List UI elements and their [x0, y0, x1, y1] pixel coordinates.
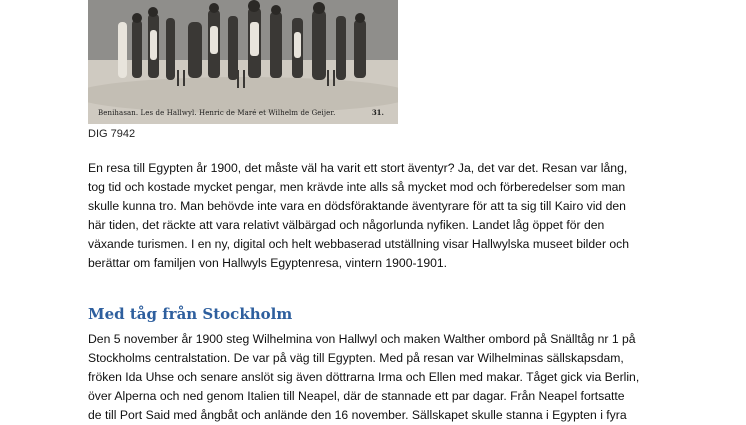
- intro-line: växande turismen. I en ny, digital och helt webbaserad utställning visar Hallwylska museet bilder och: [88, 236, 630, 251]
- intro-line: berättar om familjen von Hallwyls Egyptenresa, vintern 1900-1901.: [88, 255, 448, 270]
- section-line: över Alperna och ned genom Italien till Neapel, där de stannade ett par dagar. Från Neapel fortsatte: [88, 388, 625, 403]
- section-heading: Med tåg från Stockholm: [88, 305, 293, 323]
- intro-line: här tiden, det räckte att vara relativt välbärgad och någorlunda nyfiken. Landet låg öppet för den: [88, 217, 605, 232]
- section-paragraph: [88, 330, 668, 425]
- section-line: fröken Ida Uhse och senare anslöt sig även döttrarna Irma och Ellen med makar. Tåget gick via Berlin,: [88, 369, 640, 384]
- photo-scene: [88, 0, 398, 124]
- section-line: Den 5 november år 1900 steg Wilhelmina von Hallwyl och maken Walther ombord på Snälltåg nr 1 på: [88, 332, 636, 346]
- section-line: Stockholms centralstation. De var på väg till Egypten. Med på resan var Wilhelminas sällskapsdam,: [88, 350, 624, 365]
- intro-line: tog tid och kostade mycket pengar, men krävde inte alls så mycket mod och förberedelser som man: [88, 179, 626, 194]
- intro-line: skulle kunna tro. Man behövde inte vara en dödsföraktande äventyrare för att ta sig till Kairo vid den: [88, 198, 626, 213]
- photo-plate-number: 31.: [371, 108, 384, 117]
- intro-line: En resa till Egypten år 1900, det måste väl ha varit ett stort äventyr? Ja, det var det. Resan var lång,: [88, 161, 628, 175]
- historical-photograph: [88, 0, 398, 124]
- intro-paragraph: [88, 159, 668, 272]
- photo-caption: Benihasan. Les de Hallwyl. Henric de Maré et Wilhelm de Geijer.: [98, 109, 336, 117]
- image-id-label: DIG 7942: [88, 128, 136, 140]
- section-line: de till Port Said med ångbåt och anlände den 16 november. Sällskapet skulle stanna i Egypten i fyra: [88, 407, 627, 422]
